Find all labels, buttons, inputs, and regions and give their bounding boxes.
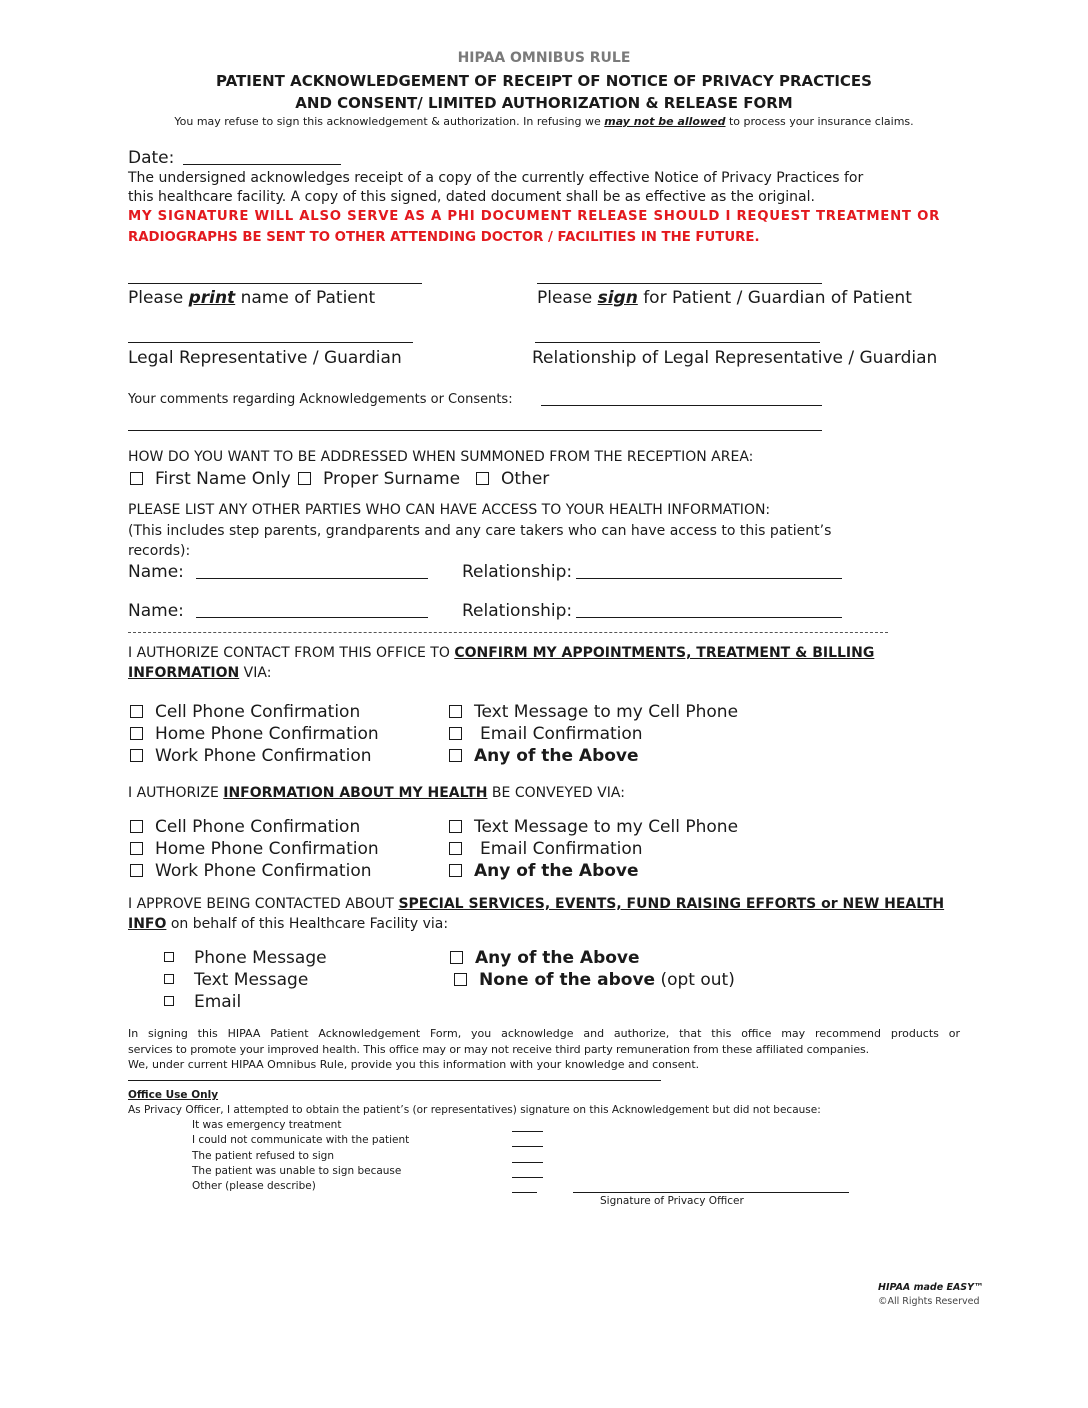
checkbox-icon[interactable]: [130, 727, 143, 740]
health-option-any[interactable]: Any of the Above: [449, 861, 639, 881]
party2-relationship-label: Relationship:: [462, 601, 573, 621]
special-option-phone[interactable]: Phone Message: [164, 948, 327, 968]
contact-option-any[interactable]: Any of the Above: [449, 746, 639, 766]
health-heading: I AUTHORIZE INFORMATION ABOUT MY HEALTH BE CONVEYED VIA:: [128, 785, 625, 801]
legal-text-line1: In signing this HIPAA Patient Acknowledgement Form, you acknowledge and authorize, that this office may recommend products or: [128, 1027, 960, 1040]
contact-heading: I AUTHORIZE CONTACT FROM THIS OFFICE TO CONFIRM MY APPOINTMENTS, TREATMENT & BILLING: [128, 645, 875, 661]
contact-option-email[interactable]: Email Confirmation: [449, 724, 643, 744]
comments-field-line2[interactable]: [128, 430, 822, 431]
health-option-work[interactable]: Work Phone Confirmation: [130, 861, 372, 881]
legal-divider: [128, 1080, 661, 1081]
parties-heading: PLEASE LIST ANY OTHER PARTIES WHO CAN HAVE ACCESS TO YOUR HEALTH INFORMATION:: [128, 502, 771, 518]
release-warning-line1: MY SIGNATURE WILL ALSO SERVE AS A PHI DOCUMENT RELEASE SHOULD I REQUEST TREATMENT OR: [128, 209, 941, 224]
health-option-email[interactable]: Email Confirmation: [449, 839, 643, 859]
contact-option-home[interactable]: Home Phone Confirmation: [130, 724, 379, 744]
legal-text-line3: We, under current HIPAA Omnibus Rule, provide you this information with your knowledge and consent.: [128, 1058, 700, 1071]
office-reason-other: Other (please describe): [192, 1180, 316, 1192]
patient-signature-field[interactable]: [537, 283, 822, 284]
office-reason-field[interactable]: [512, 1192, 537, 1193]
privacy-officer-signature-label: Signature of Privacy Officer: [600, 1195, 744, 1207]
party1-name-label: Name:: [128, 562, 184, 582]
checkbox-icon[interactable]: [298, 472, 311, 485]
office-reason-field[interactable]: [512, 1177, 543, 1178]
comments-label: Your comments regarding Acknowledgements or Consents:: [128, 392, 513, 407]
checkbox-icon[interactable]: [449, 864, 462, 877]
party1-relationship-label: Relationship:: [462, 562, 573, 582]
form-rule-title: HIPAA OMNIBUS RULE: [457, 50, 631, 66]
address-option-first-name[interactable]: First Name Only: [130, 469, 291, 489]
party1-relationship-field[interactable]: [576, 578, 842, 579]
office-reason-field[interactable]: [512, 1146, 543, 1147]
checkbox-icon[interactable]: [454, 973, 467, 986]
special-option-none[interactable]: None of the above (opt out): [454, 970, 735, 990]
party2-name-label: Name:: [128, 601, 184, 621]
office-use-intro: As Privacy Officer, I attempted to obtain the patient’s (or representatives) signature on this Acknowledgement but did not because:: [128, 1104, 821, 1116]
checkbox-icon[interactable]: [449, 705, 462, 718]
ack-text-line2: this healthcare facility. A copy of this signed, dated document shall be as effective as the original.: [128, 189, 815, 205]
footer-rights: ©All Rights Reserved: [878, 1296, 980, 1307]
checkbox-icon[interactable]: [164, 996, 174, 1006]
patient-name-field[interactable]: [128, 283, 422, 284]
footer-brand: HIPAA made EASY™: [878, 1282, 984, 1293]
checkbox-icon[interactable]: [130, 820, 143, 833]
parties-note-line1: (This includes step parents, grandparents and any care takers who can have access to this patient’s: [128, 523, 832, 539]
relationship-rep-field[interactable]: [535, 342, 820, 343]
office-reason-communicate: I could not communicate with the patient: [192, 1134, 410, 1146]
release-warning-line2: RADIOGRAPHS BE SENT TO OTHER ATTENDING DOCTOR / FACILITIES IN THE FUTURE.: [128, 230, 760, 245]
contact-option-work[interactable]: Work Phone Confirmation: [130, 746, 372, 766]
office-reason-field[interactable]: [512, 1131, 543, 1132]
checkbox-icon[interactable]: [130, 749, 143, 762]
office-reason-field[interactable]: [512, 1162, 543, 1163]
checkbox-icon[interactable]: [449, 842, 462, 855]
office-use-heading: Office Use Only: [128, 1089, 219, 1101]
parties-note-line2: records):: [128, 543, 191, 559]
address-option-surname[interactable]: Proper Surname: [298, 469, 460, 489]
health-option-cell[interactable]: Cell Phone Confirmation: [130, 817, 360, 837]
checkbox-icon[interactable]: [449, 820, 462, 833]
contact-heading-line2: INFORMATION VIA:: [128, 665, 272, 681]
checkbox-icon[interactable]: [450, 951, 463, 964]
checkbox-icon[interactable]: [130, 472, 143, 485]
checkbox-icon[interactable]: [130, 842, 143, 855]
health-option-home[interactable]: Home Phone Confirmation: [130, 839, 379, 859]
contact-option-cell[interactable]: Cell Phone Confirmation: [130, 702, 360, 722]
contact-option-text[interactable]: Text Message to my Cell Phone: [449, 702, 738, 722]
checkbox-icon[interactable]: [476, 472, 489, 485]
health-option-text[interactable]: Text Message to my Cell Phone: [449, 817, 738, 837]
party2-relationship-field[interactable]: [576, 617, 842, 618]
legal-rep-label: Legal Representative / Guardian: [128, 348, 402, 368]
checkbox-icon[interactable]: [449, 727, 462, 740]
date-label: Date:: [128, 148, 175, 168]
special-option-text[interactable]: Text Message: [164, 970, 308, 990]
legal-rep-field[interactable]: [128, 342, 413, 343]
office-reason-unable: The patient was unable to sign because: [192, 1165, 402, 1177]
special-option-email[interactable]: Email: [164, 992, 241, 1012]
section-divider: [128, 632, 888, 633]
checkbox-icon[interactable]: [130, 705, 143, 718]
checkbox-icon[interactable]: [164, 952, 174, 962]
legal-text-line2: services to promote your improved health. This office may or may not receive third party remuneration from these affiliated companies.: [128, 1043, 870, 1056]
form-title-line2: AND CONSENT/ LIMITED AUTHORIZATION & RELEASE FORM: [295, 94, 793, 112]
checkbox-icon[interactable]: [449, 749, 462, 762]
checkbox-icon[interactable]: [130, 864, 143, 877]
form-title-line1: PATIENT ACKNOWLEDGEMENT OF RECEIPT OF NOTICE OF PRIVACY PRACTICES: [215, 72, 872, 90]
party2-name-field[interactable]: [196, 617, 428, 618]
special-heading-line2: INFO on behalf of this Healthcare Facility via:: [128, 916, 449, 932]
comments-field[interactable]: [541, 405, 822, 406]
party1-name-field[interactable]: [196, 578, 428, 579]
refusal-notice: You may refuse to sign this acknowledgement & authorization. In refusing we may not be allowed to process your insurance claims.: [174, 115, 914, 128]
relationship-rep-label: Relationship of Legal Representative / Guardian: [532, 348, 938, 368]
address-option-other[interactable]: Other: [476, 469, 549, 489]
address-question: HOW DO YOU WANT TO BE ADDRESSED WHEN SUMMONED FROM THE RECEPTION AREA:: [128, 449, 754, 465]
special-heading: I APPROVE BEING CONTACTED ABOUT SPECIAL SERVICES, EVENTS, FUND RAISING EFFORTS or NEW HEALTH: [128, 896, 945, 912]
privacy-officer-signature-field[interactable]: [573, 1192, 849, 1193]
sign-label: Please sign for Patient / Guardian of Patient: [537, 288, 912, 308]
print-name-label: Please print name of Patient: [128, 288, 376, 308]
special-option-any[interactable]: Any of the Above: [450, 948, 640, 968]
checkbox-icon[interactable]: [164, 974, 174, 984]
date-field[interactable]: [183, 164, 341, 165]
office-reason-emergency: It was emergency treatment: [192, 1119, 342, 1131]
ack-text-line1: The undersigned acknowledges receipt of a copy of the currently effective Notice of Privacy Practices for: [128, 170, 864, 186]
office-reason-refused: The patient refused to sign: [192, 1150, 334, 1162]
